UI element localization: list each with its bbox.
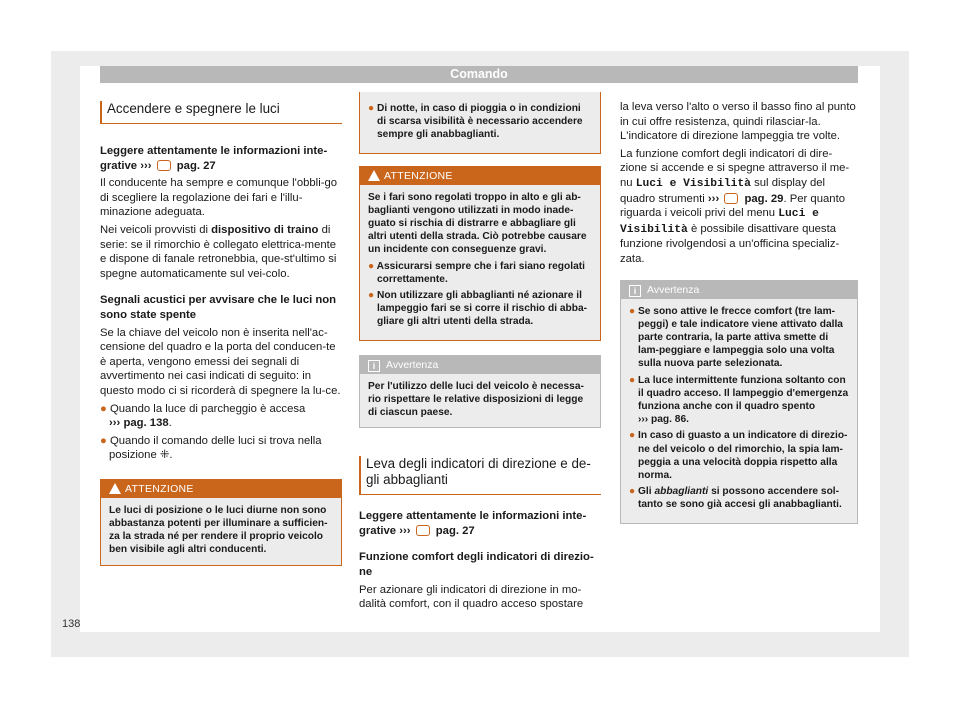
warning-bullet-adjust	[368, 260, 592, 286]
warning-triangle-icon	[368, 170, 380, 181]
text: La funzione comfort degli indicatori di dire-zione si accende e si spegne attraverso il me-nu	[620, 147, 850, 189]
column-right	[620, 100, 858, 524]
text: .	[686, 414, 689, 426]
section-title-turn-signals: Leva degli indicatori di direzione e de-gli abbaglianti	[359, 456, 601, 495]
page-ref-link[interactable]: pag. 27	[435, 524, 475, 537]
bullet-text: In caso di guasto a un indicatore di direzio-ne del veicolo o del rimorchio, la spia lam-peggia a una velocità doppia rispetto alla norma.	[638, 430, 848, 481]
note-header	[621, 281, 857, 299]
warning-label: ATTENZIONE	[125, 482, 194, 495]
bullet-text: Quando la luce di parcheggio è accesa	[109, 402, 306, 415]
paragraph-menu	[620, 147, 858, 267]
warning-triangle-icon	[109, 483, 121, 494]
note-body	[621, 299, 857, 523]
warning-text: Se i fari sono regolati troppo in alto e gli ab-baglianti vengono utilizzati in modo inade-guato si rischia di distrarre e abbagliare gli altri utenti della strada. Ciò potrebbe causare un incidente con conseguenze gravi.	[368, 191, 587, 256]
page-ref-link[interactable]: pag. 86	[651, 414, 687, 426]
paragraph-driver-obligation: Il conducente ha sempre e comunque l'obbli-go di scegliere la regolazione dei fari e l'illu-minazione adeguata.	[100, 177, 338, 219]
text: .	[168, 417, 172, 430]
bullet-text: Gli	[638, 486, 652, 498]
note-label: Avvertenza	[647, 283, 700, 296]
bullet-dot-icon: ●	[368, 103, 375, 114]
ref-arrow: ›››	[707, 192, 720, 205]
page-ref-link[interactable]: pag. 138	[123, 417, 169, 430]
note-bullet-failure	[629, 429, 849, 482]
book-icon	[416, 525, 430, 536]
ref-arrow: ›››	[109, 417, 121, 430]
bullet-text: Non utilizzare gli abbaglianti né azionare il lampeggio fari se si corre il rischio di abba-gliare gli altri utenti della strada.	[377, 290, 588, 328]
bullet-text: Assicurarsi sempre che i fari siano regolati correttamente.	[376, 260, 585, 285]
text: .	[169, 449, 173, 462]
page-ref-link[interactable]: pag. 29	[744, 192, 784, 205]
bullet-dot-icon: ●	[629, 430, 636, 442]
bullet-dot-icon: ●	[368, 260, 375, 272]
warning-box-position-lights	[100, 479, 342, 566]
subheading-acoustic-signals: Segnali acustici per avvisare che le luci non sono state spente	[100, 294, 337, 321]
book-icon	[724, 193, 738, 204]
bullet-dot-icon: ●	[629, 374, 636, 386]
bullet-dot-icon: ●	[100, 402, 107, 415]
bullet-dot-icon: ●	[629, 486, 636, 498]
bullet-text: Di notte, in caso di pioggia o in condizioni di scarsa visibilità è necessario accendere sempre gli anabbaglianti.	[377, 103, 583, 141]
page-number: 138	[62, 618, 81, 630]
note-bullet-ignition	[629, 374, 849, 427]
running-header: Comando	[100, 66, 858, 83]
warning-box-headlights	[359, 166, 601, 341]
intro-label: Leggere attentamente le informazioni inte-grative	[100, 145, 328, 172]
bold-term: dispositivo di traino	[211, 223, 319, 236]
info-icon: i	[629, 285, 641, 297]
warning-bullet-night	[368, 102, 592, 142]
ref-arrow: ›››	[140, 159, 152, 172]
bullet-text: Quando il comando delle luci si trova nella posizione	[109, 434, 322, 462]
note-bullet-comfort	[629, 305, 849, 371]
paragraph-lever: la leva verso l'alto o verso il basso fino al punto in cui offre resistenza, quindi rilasciar-la. L'indicatore di direzione lampeggia tre volte.	[620, 101, 856, 143]
text: di serie: se il rimorchio è collegato elettrica-mente e dispone di fanale retronebbia, que-st'ultimo si spegne automaticamente sul vei-colo.	[100, 223, 337, 280]
section-title-lights: Accendere e spegnere le luci	[100, 101, 342, 124]
column-left	[100, 92, 342, 566]
bullet-dot-icon: ●	[629, 305, 636, 317]
paragraph-tow-hitch	[100, 223, 342, 281]
intro-label: Leggere attentamente le informazioni inte-grative	[359, 510, 587, 537]
ref-arrow: ›››	[399, 524, 411, 537]
note-header	[360, 356, 600, 374]
menu-name: Luci e Visibilità	[635, 177, 751, 190]
bullet-text: La luce intermittente funziona soltanto con il quadro acceso. Il lampeggio d'emergenza funziona anche con il quadro spento	[638, 374, 849, 412]
warning-body	[360, 185, 600, 340]
note-box-legal	[359, 355, 601, 429]
note-label: Avvertenza	[386, 358, 439, 371]
ref-arrow: ›››	[638, 414, 649, 426]
bullet-text: si possono accendere sol-tanto se sono già accesi gli anabbaglianti.	[638, 486, 842, 511]
warning-continued-body	[360, 92, 600, 153]
bullet-light-switch	[100, 434, 342, 463]
emphasis-term: abbaglianti	[654, 486, 709, 498]
intro-text	[359, 509, 601, 538]
warning-box-continued	[359, 92, 601, 154]
note-box-comfort	[620, 280, 858, 524]
text: è possibile disattivare questa funzione rivolgendosi a un'officina specializ-zata.	[620, 222, 840, 265]
page-ref-link[interactable]: pag. 27	[176, 159, 216, 172]
paragraph-comfort-function: Per azionare gli indicatori di direzione in mo-dalità comfort, con il quadro acceso spostare	[359, 583, 584, 611]
warning-bullet-dazzle	[368, 289, 592, 329]
warning-label: ATTENZIONE	[384, 169, 453, 182]
warning-text: Le luci di posizione o le luci diurne non sono abbastanza potenti per illuminare a sufficien-za la strada né per rendere il proprio veicolo ben visibile agli altri conducenti.	[101, 498, 341, 565]
position-light-icon: ⁜	[159, 449, 170, 462]
note-text: Per l'utilizzo delle luci del veicolo è necessa-rio rispettare le relative disposizioni di legge di ciascun paese.	[360, 374, 600, 428]
column-middle	[359, 92, 601, 615]
bullet-text: Se sono attive le frecce comfort (tre lam-peggi) e tale indicatore viene attivato dalla parte contraria, la parte attiva smette di lam-peggiare e lampeggia solo una volta sulla nuova parte selezionata.	[638, 305, 843, 370]
bullet-parking-light	[100, 402, 342, 431]
text: sul display del quadro strumenti	[620, 176, 826, 205]
book-icon	[157, 160, 171, 171]
warning-header	[101, 480, 341, 498]
text: . Per quanto riguarda i veicoli privi del menu	[620, 192, 845, 220]
text: Nei veicoli provvisti di	[100, 223, 212, 236]
info-icon: i	[368, 360, 380, 372]
menu-name: Luci e Visibilità	[620, 208, 819, 236]
note-bullet-high-beam	[629, 485, 849, 511]
bullet-dot-icon: ●	[100, 434, 107, 447]
subheading-comfort-function: Funzione comfort degli indicatori di direzio-ne	[359, 551, 594, 579]
paragraph-acoustic-signals: Se la chiave del veicolo non è inserita nell'ac-censione del quadro e la porta del conducen-te è aperta, vengono emessi dei segnali di avvertimento nei casi indicati di seguito: in questo modo ci si ricorderà di spegnere la lu-ce.	[100, 326, 341, 397]
intro-text	[100, 144, 342, 173]
warning-header	[360, 167, 600, 185]
bullet-dot-icon: ●	[368, 290, 375, 302]
